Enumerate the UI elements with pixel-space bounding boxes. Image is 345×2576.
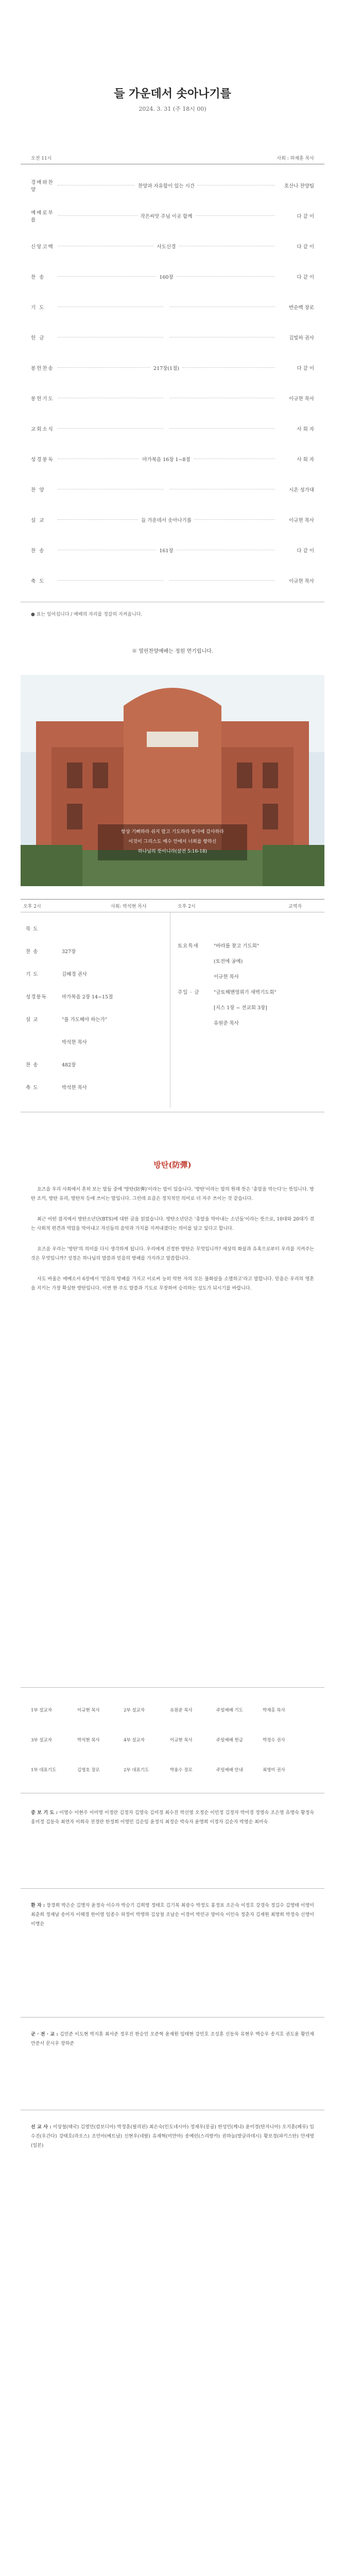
lower-row <box>26 1030 165 1053</box>
lower-row-name: 축 도 <box>26 1085 39 1091</box>
lower-row <box>26 1076 165 1098</box>
order-row <box>31 474 314 504</box>
order-item-leader: 사 회 자 <box>297 426 314 432</box>
divider <box>21 2017 324 2018</box>
prayer-military <box>31 2030 314 2048</box>
lower-row <box>178 969 317 984</box>
servant-name: 최영미 권사 <box>263 1768 285 1773</box>
servant-name: 유원준 목사 <box>170 1708 193 1713</box>
lower-right-label: 오후 2시 <box>178 904 196 909</box>
order-item-name: 기 도 <box>31 304 45 311</box>
order-item-leader: 김빛하 권사 <box>289 335 314 341</box>
servant-name: 박정수 권사 <box>263 1738 285 1743</box>
order-item-leader: 이규현 목사 <box>289 517 314 523</box>
lower-row-name: 기 도 <box>26 972 39 977</box>
prayer-text: 이상철(태국) 김영민(캄보디아) 박정훈(필리핀) 최은숙(인도네시아) 정재우(몽골) 한성민(케냐) 윤미경(탄자니아) 오지훈(페루) 임수진(우간다) 강태호(라오스) 조민아(베트남) 신현우(네팔) <box>31 2125 314 2139</box>
divider <box>21 1888 324 1889</box>
servants-row <box>31 1755 314 1785</box>
order-right-label: 사회 : 하재훈 목사 <box>277 156 314 161</box>
lower-row-value: (토전에 공예) <box>214 959 243 964</box>
servant-name: 이규현 목사 <box>170 1738 193 1743</box>
order-list <box>31 170 314 596</box>
order-item-name: 성경봉독 <box>31 456 54 463</box>
servants-row <box>31 1725 314 1755</box>
leader-dots <box>58 428 163 429</box>
leader-dots <box>169 580 275 581</box>
order-row <box>31 292 314 322</box>
leader-dots <box>182 367 275 368</box>
order-item-leader: 번순백 장로 <box>289 304 314 311</box>
column-paragraph: 요즈음 우리는 '방탄'의 의미를 다시 생각하게 됩니다. 우리에게 진정한 방탄은 무엇입니까? 세상의 화살과 유혹으로부터 우리를 지켜주는 것은 무엇입니까? 성경은 하나님의 말씀과 믿음의 방패를 가지라고 말씀합니다. <box>31 1247 314 1261</box>
servant-role: 3부 설교자 <box>31 1738 52 1743</box>
order-item-detail: 161장 <box>159 548 174 554</box>
order-row <box>31 413 314 444</box>
servants-table <box>31 1695 314 1785</box>
leader-dots <box>58 215 137 216</box>
prayer-text: 김민준 이도현 박지훈 최서준 정우진 한승민 오준혁 윤재원 임태현 강민호 조성훈 신동욱 유현우 백승우 송지호 권도윤 황민재 안준서 문시우 장하준 <box>31 2032 314 2046</box>
order-item-name: 찬 송 <box>31 274 45 280</box>
order-row <box>31 170 314 200</box>
servant-role: 주일예배 기도 <box>216 1708 243 1713</box>
prayer-label: 군 · 전 · 교 : <box>31 2032 58 2037</box>
order-item-leader: 호산나 찬양팀 <box>284 183 315 189</box>
order-row <box>31 352 314 383</box>
leader-dots <box>195 519 275 520</box>
leader-dots <box>58 580 163 581</box>
order-row <box>31 535 314 565</box>
order-item-detail: 사도신경 <box>157 244 176 250</box>
order-item-name: 헌 금 <box>31 335 45 341</box>
lower-row-name: 설 교 <box>26 1017 39 1023</box>
lower-row-value: 김혜경 권사 <box>62 972 87 977</box>
servant-name: 이규현 목사 <box>77 1708 100 1713</box>
order-left-label: 오전 11시 <box>31 156 52 161</box>
order-row <box>31 261 314 292</box>
leader-dots <box>58 276 156 277</box>
prayer-text: 이영수 이현주 이미영 이정란 김정자 김영숙 김미경 최수진 박선영 오정순 이민정 김정자 박미경 정영숙 조은영 유명숙 황정숙 홍미정 김동숙 최연자 <box>31 1810 314 1825</box>
prayer-intercession <box>31 1808 314 1827</box>
column-paragraph: 사도 바울은 에베소서 6장에서 '믿음의 방패를 가지고 이로써 능히 악한 자의 모든 불화살을 소멸하고'라고 말합니다. 믿음은 우리의 영혼을 지키는 가장 확실한 방탄입니다. 이번 한 주도 말씀과 기도로 무장하여 승리하는 성도가 되시기를 바랍니다. <box>31 1277 314 1291</box>
order-item-leader: 다 같 이 <box>297 365 315 371</box>
servant-role: 2부 대표기도 <box>124 1768 149 1773</box>
lower-row <box>178 1015 317 1030</box>
lower-row-value: 482장 <box>62 1062 76 1068</box>
order-item-leader: 이규현 목사 <box>289 396 314 402</box>
order-item-detail: 작은씨앗 주님 이곳 함께 <box>140 213 193 219</box>
leader-dots <box>169 428 275 429</box>
order-item-leader: 다 같 이 <box>297 274 314 280</box>
order-item-name: 찬 송 <box>31 548 45 554</box>
order-item-leader: 시온 성가대 <box>289 487 314 493</box>
order-item-name: 찬 양 <box>31 487 45 493</box>
servant-name: 박용수 장로 <box>170 1768 193 1773</box>
order-row <box>31 231 314 261</box>
church-photo <box>21 675 324 886</box>
lower-row <box>178 999 317 1015</box>
order-item-leader: 사 회 자 <box>297 456 314 463</box>
column-title: 방탄(防彈) <box>153 1160 192 1170</box>
prayer-missionaries <box>31 2123 314 2150</box>
lower-row-value: 이규현 목사 <box>214 974 239 980</box>
servant-role: 1부 설교자 <box>31 1708 52 1713</box>
column-body <box>31 1185 314 1304</box>
order-item-detail: 217장(1절) <box>153 365 179 371</box>
lower-row-value: 마가복음 2장 14~15절 <box>62 994 113 1000</box>
lower-row-value: 박석현 목사 <box>62 1040 87 1045</box>
page-date: 2024. 3. 31 (주 18시 00) <box>139 106 206 112</box>
lower-row-value: "를 가도해야 하는가" <box>62 1017 108 1023</box>
lower-row-name: 토요특새 <box>178 943 199 949</box>
servants-row <box>31 1695 314 1725</box>
photo-caption <box>98 827 247 857</box>
leader-dots <box>58 367 150 368</box>
lower-row <box>26 917 165 940</box>
order-item-name: 경배와찬양 <box>31 179 54 193</box>
lower-row-name: 찬 송 <box>26 949 39 955</box>
order-item-detail: 찬양과 자유함이 있는 시간 <box>138 183 195 189</box>
order-item-leader: 이규현 목사 <box>289 578 314 584</box>
servant-role: 1부 대표기도 <box>31 1768 57 1773</box>
divider <box>21 899 324 900</box>
lower-row <box>26 1053 165 1076</box>
page-title: 들 가운데서 솟아나기를 <box>114 87 231 100</box>
order-item-name: 설 교 <box>31 517 45 523</box>
servant-role: 4부 설교자 <box>124 1738 145 1743</box>
order-row <box>31 322 314 352</box>
prayer-text: 유재혁(미얀마) 송예린(스리랑카) 권하늘(방글라데시) 황보경(파키스탄) 안세영(일본) <box>31 2134 314 2148</box>
photo-caption-line: 이것이 그리스도 예수 안에서 너희를 향하신 <box>128 839 217 844</box>
servant-role: 주일예배 안내 <box>216 1768 243 1773</box>
column-paragraph: 요즈음 우리 사회에서 흔히 보는 말들 중에 '방탄(防彈)'이라는 말이 있습니다. '방탄'이라는 말의 원래 뜻은 '총알을 막는다'는 뜻입니다. 방탄 조끼, 방탄 유리, 방탄차 등에 쓰이는 말입니다. 그런데 요즘은 정치적인 의미로 더 자주 쓰이는 것 같습니다. <box>31 1187 314 1201</box>
lower-right-list <box>178 938 317 1030</box>
servant-name: 김영호 장로 <box>77 1768 100 1773</box>
prayer-label: 선 교 사 : <box>31 2125 51 2130</box>
servant-role: 주일예배 헌금 <box>216 1738 243 1743</box>
lower-row-value: [지스 1장 ~ 전교회 3장] <box>214 1005 267 1011</box>
order-item-detail: 마가복음 16장 1~8절 <box>142 456 191 463</box>
servant-name: 박석현 목사 <box>77 1738 100 1743</box>
column-paragraph: 최근 어떤 잡지에서 방탄소년단(BTS)에 대한 글을 읽었습니다. 방탄소년단은 '총알을 막아내는 소년들'이라는 뜻으로, 10대와 20대가 겪는 사회적 편견과 억압을 막아내고 자신들의 음악과 가치를 지켜내겠다는 의미를 담고 있다고 합니다. <box>31 1217 314 1231</box>
lower-row <box>178 953 317 969</box>
photo-caption-line: 항상 기뻐하라 쉬지 말고 기도하라 범사에 감사하라 <box>121 829 224 835</box>
prayer-text: 이희숙 전경란 한정희 이영민 김순임 윤정식 최정순 박숙자 윤명희 이경자 김순자 박영순 최미숙 <box>75 1820 268 1825</box>
order-item-name: 예배로부름 <box>31 210 54 223</box>
order-row <box>31 565 314 596</box>
order-item-detail: 들 가운데서 솟아나기를 <box>141 517 192 523</box>
order-item-name: 축 도 <box>31 578 45 584</box>
lower-row-value: 박석현 목사 <box>62 1085 87 1091</box>
divider <box>21 1687 324 1688</box>
lower-row-value: 327장 <box>62 949 76 955</box>
lower-left-label: 오후 2시 <box>23 904 41 909</box>
lower-left-list <box>26 917 165 1098</box>
lower-row-name: 묵 도 <box>26 926 39 932</box>
lower-row-value: "금토해맨영위기 새벽기도회" <box>214 990 277 995</box>
order-item-detail: 160장 <box>159 274 174 280</box>
lower-row <box>26 1008 165 1030</box>
prayer-patients <box>31 1901 314 1929</box>
leader-dots <box>58 519 138 520</box>
servant-name: 박재홍 목사 <box>263 1708 285 1713</box>
prayer-text: 장경희 박은순 김명자 윤정숙 이수자 박승기 김희영 정태호 김기복 최광수 박정도 홍정표 조은숙 이정호 강경숙 정길수 김영태 이영미 최춘희 정재남 송미자 이혜경 한미영 임종수 허정미 박영하 김상철 조남순 이경미 박민규 양미숙 이인숙 정춘자 김재원 최명희 박정숙 신영미 이명순 <box>31 1903 314 1927</box>
order-item-name: 신앙고백 <box>31 244 54 250</box>
leader-dots <box>177 276 275 277</box>
order-row <box>31 504 314 535</box>
lower-row <box>26 985 165 1008</box>
order-row <box>31 200 314 231</box>
order-item-name: 봉헌찬송 <box>31 365 54 371</box>
lower-row-name: 주일 · 금 <box>178 990 200 995</box>
photo-caption-line: 하나님의 뜻이니라(살전 5:16-18) <box>137 849 208 854</box>
order-item-name: 봉헌기도 <box>31 396 54 402</box>
lower-row-value: 유원준 목사 <box>214 1021 239 1026</box>
lower-row-name: 성경봉독 <box>26 994 47 1000</box>
leader-dots <box>195 215 275 216</box>
lower-row-value: "바라를 찾고 기도회" <box>214 943 260 949</box>
prayer-label: 중 보 기 도 : <box>31 1810 58 1816</box>
order-item-leader: 다 같 이 <box>297 548 314 554</box>
servant-role: 2부 설교자 <box>124 1708 145 1713</box>
prayer-label: 환 자 : <box>31 1903 45 1908</box>
lower-left-sub: 사회: 박석현 목사 <box>111 904 147 909</box>
order-item-leader: 다 같 이 <box>297 213 314 219</box>
lower-right-sub: 교역자 <box>288 904 302 909</box>
lower-row <box>26 962 165 985</box>
lower-row-name: 찬 송 <box>26 1062 39 1068</box>
order-item-leader: 다 같 이 <box>297 244 314 250</box>
order-item-name: 교회소식 <box>31 426 54 432</box>
lower-row <box>178 938 317 953</box>
order-note: ● 표는 일어섭니다 / 예배의 자리를 정갈히 지켜옵니다. <box>31 612 143 617</box>
order-row <box>31 383 314 413</box>
order-notice: ※ 열린찬양예배는 정원 면기립니다. <box>132 649 213 654</box>
lower-row <box>178 984 317 999</box>
order-row <box>31 444 314 474</box>
lower-row <box>26 940 165 962</box>
